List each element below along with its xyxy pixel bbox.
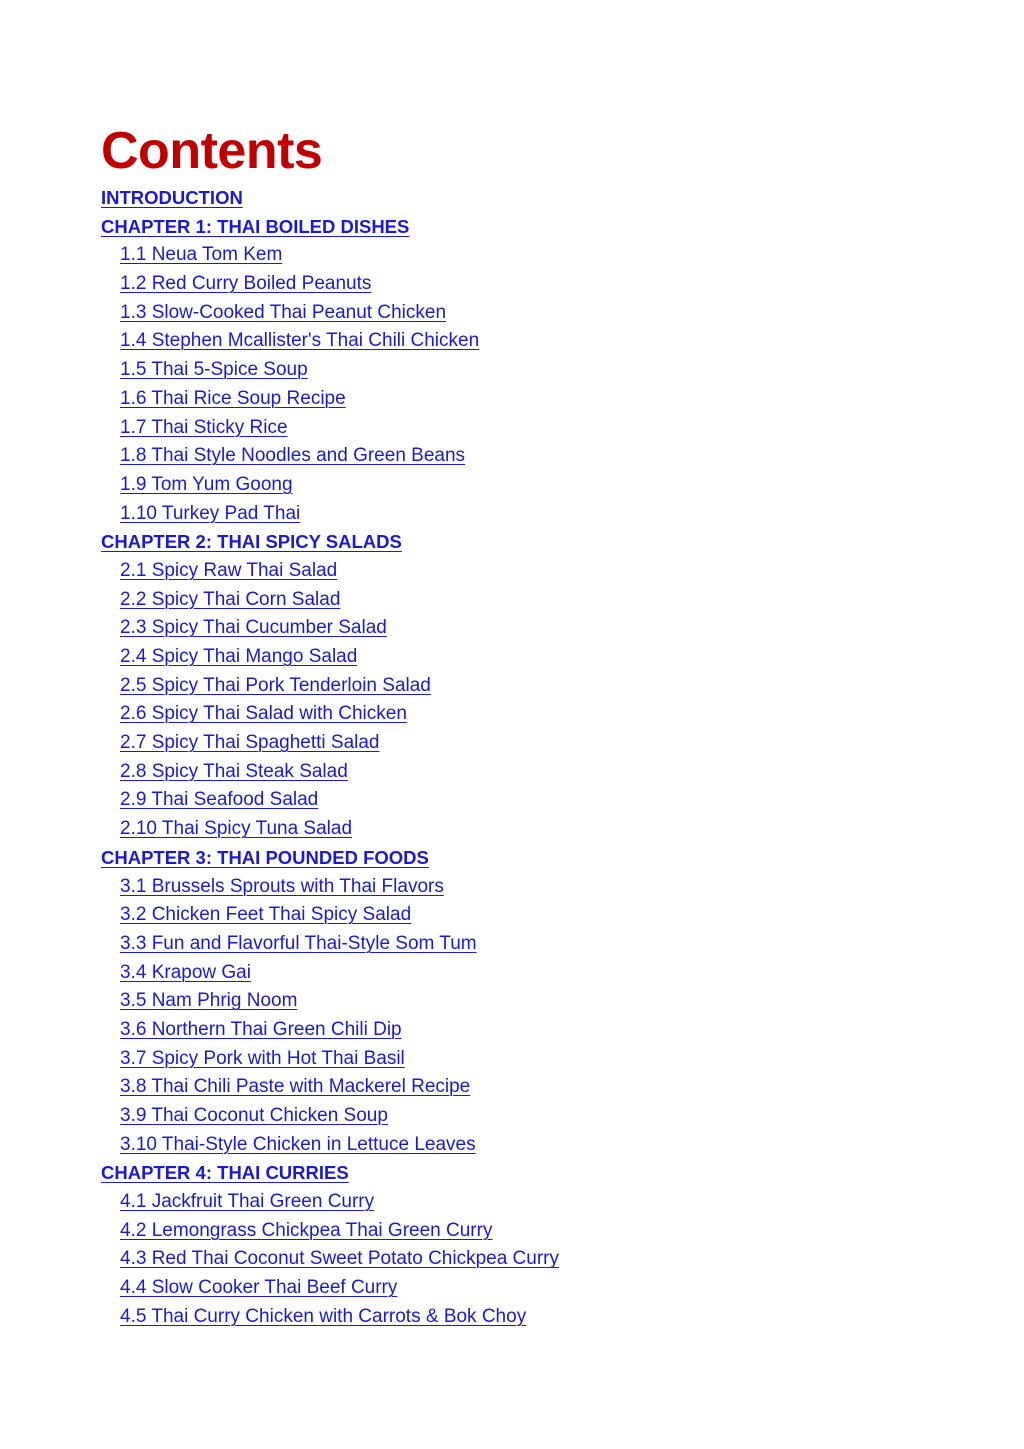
toc-entry (101, 385, 981, 414)
toc-entry (101, 614, 981, 643)
toc-entry (101, 1102, 981, 1131)
table-of-contents (101, 184, 981, 1332)
chapter-link[interactable]: CHAPTER 4: THAI CURRIES (101, 1162, 349, 1184)
recipe-link[interactable]: 1.2 Red Curry Boiled Peanuts (120, 273, 372, 295)
toc-entry (101, 786, 981, 815)
toc-entry (101, 299, 981, 328)
recipe-link[interactable]: 3.2 Chicken Feet Thai Spicy Salad (120, 904, 412, 926)
toc-entry (101, 500, 981, 529)
toc-entry (101, 758, 981, 787)
recipe-link[interactable]: 1.10 Turkey Pad Thai (120, 502, 301, 524)
recipe-link[interactable]: 2.8 Spicy Thai Steak Salad (120, 760, 348, 782)
toc-entry (101, 1188, 981, 1217)
page-title: Contents (101, 122, 323, 180)
toc-entry (101, 557, 981, 586)
chapter-link[interactable]: INTRODUCTION (101, 187, 243, 208)
recipe-link[interactable]: 3.9 Thai Coconut Chicken Soup (120, 1105, 388, 1126)
toc-entry (101, 930, 981, 959)
toc-entry (101, 959, 981, 988)
toc-entry (101, 643, 981, 672)
toc-entry (101, 1045, 981, 1074)
toc-chapter (101, 1159, 981, 1188)
contents-page (101, 118, 981, 1332)
recipe-link[interactable]: 3.8 Thai Chili Paste with Mackerel Recipe (120, 1076, 471, 1098)
recipe-link[interactable]: 2.2 Spicy Thai Corn Salad (120, 588, 341, 610)
recipe-link[interactable]: 1.9 Tom Yum Goong (120, 473, 293, 495)
toc-entry (101, 1131, 981, 1160)
recipe-link[interactable]: 2.9 Thai Seafood Salad (120, 789, 319, 811)
recipe-link[interactable]: 3.1 Brussels Sprouts with Thai Flavors (120, 875, 444, 897)
toc-entry (101, 1245, 981, 1274)
toc-entry (101, 471, 981, 500)
recipe-link[interactable]: 2.6 Spicy Thai Salad with Chicken (120, 703, 407, 725)
recipe-link[interactable]: 3.5 Nam Phrig Noom (120, 990, 298, 1012)
recipe-link[interactable]: 2.5 Spicy Thai Pork Tenderloin Salad (120, 674, 431, 696)
recipe-link[interactable]: 2.4 Spicy Thai Mango Salad (120, 646, 358, 667)
recipe-link[interactable]: 3.7 Spicy Pork with Hot Thai Basil (120, 1047, 405, 1069)
recipe-link[interactable]: 1.4 Stephen Mcallister's Thai Chili Chicken (120, 330, 480, 352)
recipe-link[interactable]: 1.6 Thai Rice Soup Recipe (120, 387, 346, 409)
toc-entry (101, 873, 981, 902)
toc-entry (101, 901, 981, 930)
toc-entry (101, 270, 981, 299)
toc-entry (101, 1073, 981, 1102)
toc-chapter (101, 844, 981, 873)
recipe-link[interactable]: 4.4 Slow Cooker Thai Beef Curry (120, 1277, 398, 1299)
recipe-link[interactable]: 1.7 Thai Sticky Rice (120, 416, 288, 438)
recipe-link[interactable]: 2.3 Spicy Thai Cucumber Salad (120, 617, 387, 639)
recipe-link[interactable]: 4.3 Red Thai Coconut Sweet Potato Chickpea Curry (120, 1248, 559, 1270)
recipe-link[interactable]: 3.4 Krapow Gai (120, 961, 251, 983)
chapter-link[interactable]: CHAPTER 2: THAI SPICY SALADS (101, 531, 402, 553)
recipe-link[interactable]: 4.5 Thai Curry Chicken with Carrots & Bok Choy (120, 1305, 527, 1327)
toc-entry (101, 414, 981, 443)
recipe-link[interactable]: 1.3 Slow-Cooked Thai Peanut Chicken (120, 301, 447, 323)
recipe-link[interactable]: 3.6 Northern Thai Green Chili Dip (120, 1018, 402, 1040)
toc-entry (101, 241, 981, 270)
toc-chapter (101, 528, 981, 557)
toc-entry (101, 442, 981, 471)
toc-entry (101, 1217, 981, 1246)
toc-entry (101, 672, 981, 701)
recipe-link[interactable]: 4.2 Lemongrass Chickpea Thai Green Curry (120, 1219, 493, 1241)
toc-entry (101, 1303, 981, 1332)
chapter-link[interactable]: CHAPTER 1: THAI BOILED DISHES (101, 215, 410, 237)
recipe-link[interactable]: 3.3 Fun and Flavorful Thai-Style Som Tum (120, 932, 477, 954)
recipe-link[interactable]: 1.1 Neua Tom Kem (120, 244, 283, 266)
recipe-link[interactable]: 2.7 Spicy Thai Spaghetti Salad (120, 732, 380, 754)
recipe-link[interactable]: 3.10 Thai-Style Chicken in Lettuce Leaves (120, 1133, 476, 1155)
recipe-link[interactable]: 2.1 Spicy Raw Thai Salad (120, 559, 338, 581)
toc-chapter (101, 213, 981, 242)
toc-entry (101, 1274, 981, 1303)
toc-entry (101, 987, 981, 1016)
recipe-link[interactable]: 1.8 Thai Style Noodles and Green Beans (120, 445, 466, 467)
chapter-link[interactable]: CHAPTER 3: THAI POUNDED FOODS (101, 846, 429, 868)
toc-entry (101, 327, 981, 356)
toc-entry (101, 356, 981, 385)
recipe-link[interactable]: 4.1 Jackfruit Thai Green Curry (120, 1191, 375, 1213)
recipe-link[interactable]: 2.10 Thai Spicy Tuna Salad (120, 818, 353, 840)
toc-entry (101, 700, 981, 729)
toc-entry (101, 586, 981, 615)
toc-entry (101, 1016, 981, 1045)
toc-chapter (101, 184, 981, 213)
toc-entry (101, 815, 981, 844)
recipe-link[interactable]: 1.5 Thai 5-Spice Soup (120, 359, 308, 381)
toc-entry (101, 729, 981, 758)
